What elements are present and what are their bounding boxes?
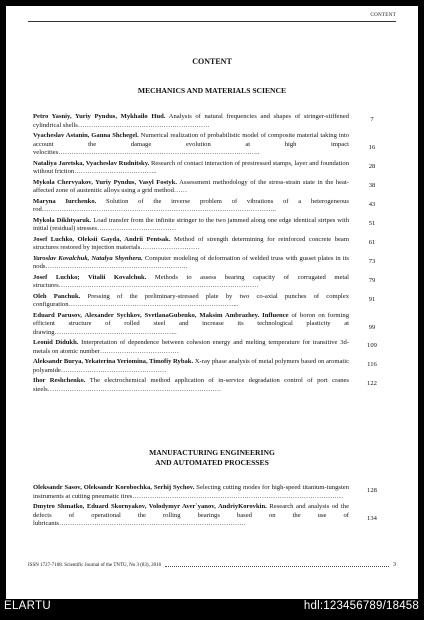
toc-entry[interactable] <box>33 293 349 310</box>
page-footer <box>28 562 396 568</box>
toc-entry-title: Research and analysis od the defects of operational the rolling bearings based on the use of lubricants…………………………………………………………………………. <box>33 503 349 527</box>
toc-entry-authors: Oleh Panchuk. <box>33 292 81 300</box>
toc-entry-title: Analysis of natural frequencies and shapes of stringer-stiffened cylindrical shells…………………………………………………… <box>33 113 349 129</box>
toc-entry-authors: Nataliya Jaretska, Vyacheslav Rudnitsky. <box>33 159 150 167</box>
toc-entry-title: Research of contact interaction of prestressed stamps, layer and foundation without friction……………………………….. <box>33 159 349 175</box>
toc-page-number: 16 <box>368 144 376 151</box>
toc-entry-title: X-ray phase analysis of metal polymers based on aromatic polyamide………………………………………… <box>33 358 350 374</box>
toc-entry-authors: Josef Luchko, Oleksii Gayda, Andrii Pentsak. <box>33 235 171 243</box>
toc-entry-title: Load transfer from the infinite stringer to the two jammed along one edge identical stripes with initial (residual) stresses……………………………… <box>33 216 349 232</box>
toc-page-number: 38 <box>368 182 376 189</box>
toc-entry[interactable] <box>33 503 349 529</box>
toc-entry-authors: Josef Luchko; Vitalii Kovalchuk. <box>33 273 147 281</box>
toc-entry[interactable] <box>33 132 349 158</box>
document-page <box>6 6 418 599</box>
toc-entry-authors: Dmytro Shmatko, Eduard Skornyakov, Volodymyr Aver`yanov, AndriyKorovkin. <box>33 503 267 510</box>
repository-label: ELARTU <box>4 600 51 612</box>
toc-entry-title: Computer modeling of deformation of welded truss with gusset plates in its nods……………………………………………………….. <box>33 254 349 270</box>
toc-entry[interactable] <box>33 484 349 501</box>
toc-entry[interactable] <box>33 113 349 130</box>
toc-entry[interactable] <box>33 274 349 291</box>
handle-id: hdl:123456789/18458 <box>303 600 419 612</box>
toc-entry-authors: Aleksandr Burya, Yekaterina Yeriomina, Timofiy Rybak. <box>33 358 194 365</box>
toc-page-number: 122 <box>367 380 377 387</box>
toc-page-number: 91 <box>368 296 376 303</box>
toc-entry[interactable] <box>33 217 349 234</box>
toc-entry-authors: Yaroslav Kovalchuk, Natalya Shynhera. <box>33 254 143 262</box>
toc-entry[interactable] <box>33 236 349 253</box>
toc-entry-authors: Ihor Reshchenko. <box>33 377 86 384</box>
toc-entries-manufacturing <box>33 484 349 531</box>
toc-entry-title: Assessment methodology of the stress-strain state in the heat-affected zone of austenitic alloys using a grid method…… <box>33 178 349 194</box>
toc-entry-authors: Mykola Chervyakov, Yuriy Pyndus, Vasyl Fostyk. <box>33 178 177 186</box>
toc-entry[interactable] <box>33 312 349 338</box>
footer-journal-info: ISSN 1727-7108. Scientific Journal of the TNTU, No 3 (83), 2016 <box>28 562 162 568</box>
toc-page-number: 134 <box>367 515 377 522</box>
toc-entry-authors: Leonid Didukh. <box>33 339 79 346</box>
toc-entry-title: Method of strength determining for reinforced concrete beam structures restored by injection materials……………………… <box>33 235 349 251</box>
toc-page-number: 61 <box>368 239 376 246</box>
toc-entry-title: of boron on forming efficient structure of rolled steel and increase its technological plasticity at drawing……………………………………………….. <box>33 311 349 336</box>
toc-entry-title: Selecting cutting modes for high-speed titanium-tungsten instruments at cutting pneumatic tires…………………………………………………………………………………… <box>33 484 349 500</box>
toc-page-number: 73 <box>368 258 376 265</box>
toc-entry-authors: Eduard Parusov, Alexander Sychkov, SvetlanaGubenko, Maksim Ambrazhey. Influence <box>33 311 289 319</box>
toc-page-number: 116 <box>367 361 377 368</box>
toc-entry[interactable] <box>33 160 349 177</box>
toc-entry-title: Methods to assess bearing capacity of corrugated metal structures………………………………………………………………………………. <box>33 273 349 289</box>
toc-page-number: 51 <box>368 220 376 227</box>
toc-entry-title: Interpretation of dependence between cohesion energy and melting temperature for transitive 3d-metals on atomic number……………………………… <box>33 339 349 355</box>
page-title: CONTENT <box>192 57 232 66</box>
toc-page-number: 79 <box>368 277 376 284</box>
toc-page-number: 99 <box>368 324 376 331</box>
toc-entry-title: Solution of the inverse problem of vibrations of a heterogeneous rod…………………………………………………………………………………………….. <box>33 197 349 213</box>
toc-entry-authors: Vyacheslav Astanin, Ganna Shchegel. <box>33 132 139 139</box>
toc-entry-authors: Petro Yasniy, Yuriy Pyndus, Mykhailo Hud. <box>33 113 166 120</box>
toc-entry[interactable] <box>33 179 349 196</box>
toc-entry-authors: Maryna Iurchenko. <box>33 197 97 205</box>
toc-page-number: 28 <box>368 163 376 170</box>
toc-page-number: 109 <box>367 342 377 349</box>
toc-entry[interactable] <box>33 339 349 356</box>
toc-entry-title: Numerical realization of probabilistic model of composite material taking into account the damage evolution at high impact velocities……………………………………………………………………………….. <box>33 132 349 156</box>
section-heading-manufacturing: MANUFACTURING ENGINEERING AND AUTOMATED PROCESSES <box>149 448 275 467</box>
toc-entry-title: The electrochemical method application of in-service degradation control of port cranes steels……………………………………………………………………. <box>33 377 349 393</box>
running-head: CONTENT <box>28 12 396 22</box>
toc-entry[interactable] <box>33 255 349 272</box>
toc-entry-authors: Oleksandr Sasov, Oleksandr Korobochka, Serhij Sychov. <box>33 484 195 491</box>
toc-entry[interactable] <box>33 358 349 375</box>
toc-page-number: 43 <box>368 201 376 208</box>
footer-page-number: 3 <box>393 562 396 568</box>
toc-entry-title: Pressing of the preliminary-stressed plate by two co-axial punches of complex configuration…………………………………………………………………... <box>33 292 349 308</box>
toc-entries-mechanics <box>33 113 349 396</box>
footer-leader-dots <box>165 563 389 567</box>
toc-entry[interactable] <box>33 377 349 394</box>
toc-entry-authors: Mykola Dikhtyaruk. <box>33 216 92 224</box>
section-heading-mechanics: MECHANICS AND MATERIALS SCIENCE <box>137 86 287 95</box>
toc-entry[interactable] <box>33 198 349 215</box>
toc-page-number: 7 <box>370 116 374 123</box>
toc-page-number: 128 <box>367 487 377 494</box>
